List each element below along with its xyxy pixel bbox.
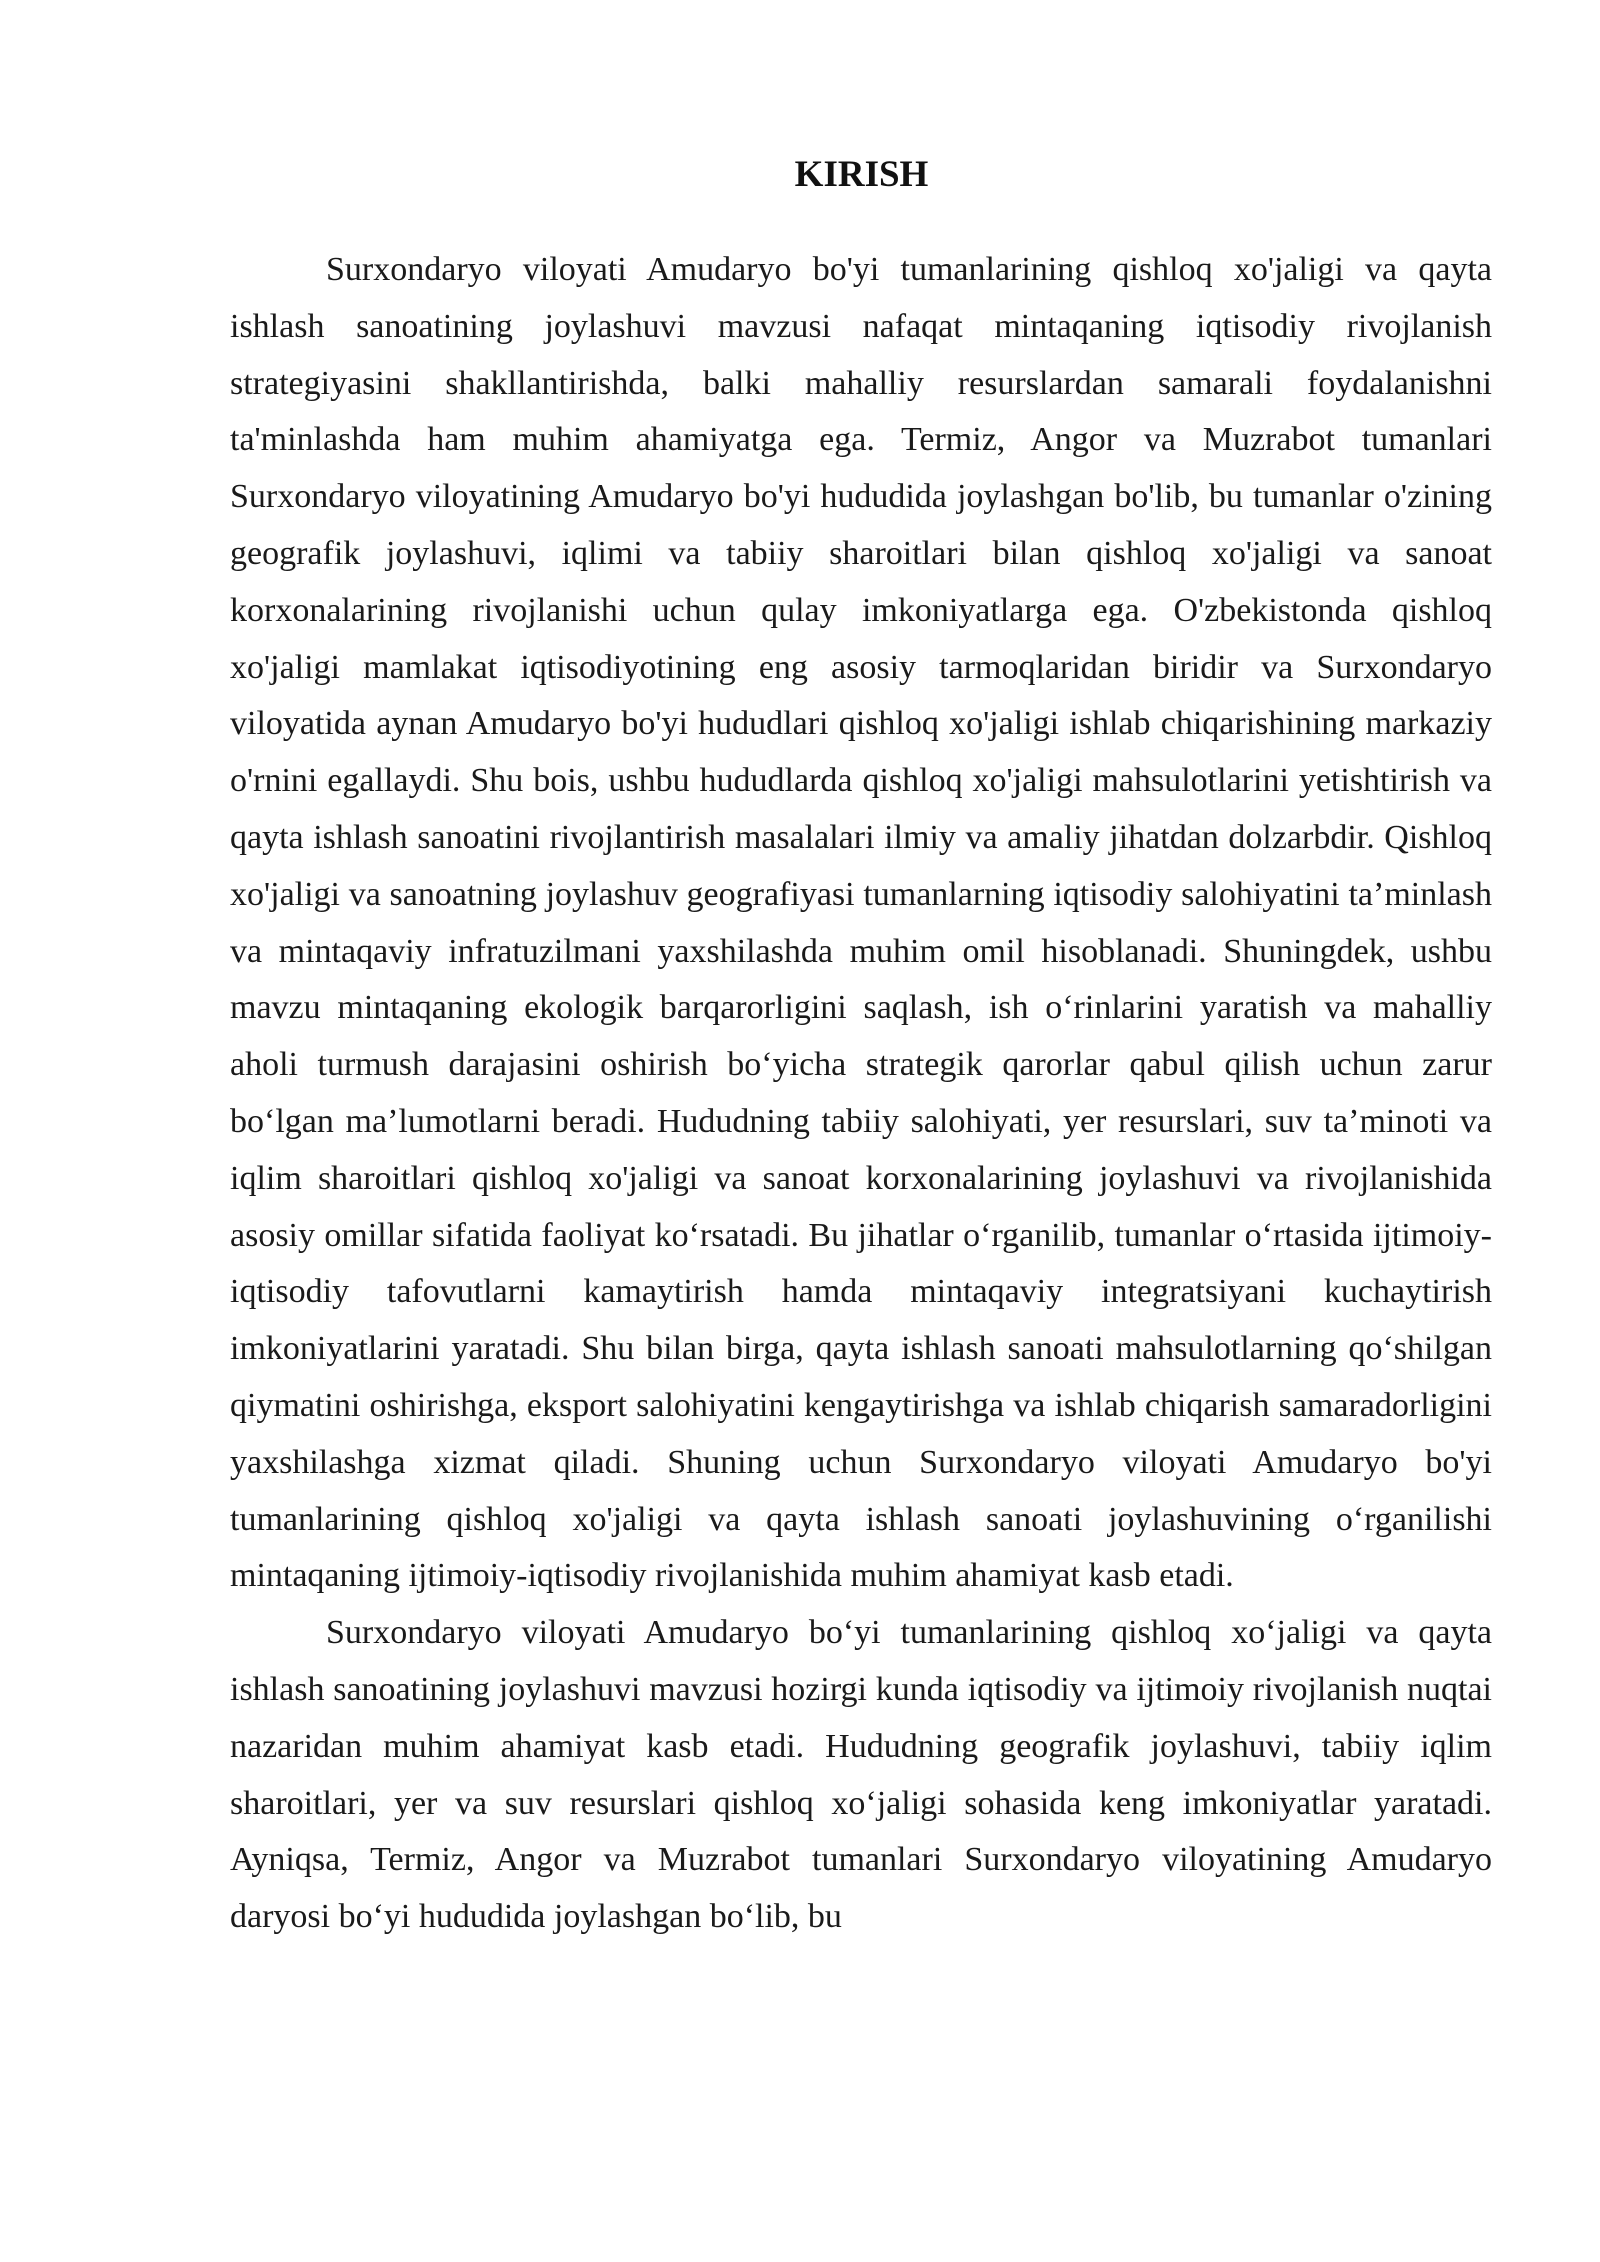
document-body: [230, 242, 1492, 1946]
paragraph-1: Surxondaryo viloyati Amudaryo bo'yi tumanlarining qishloq xo'jaligi va qayta ishlash sanoatining joylashuvi mavzusi nafaqat mintaqaning iqtisodiy rivojlanish strategiyasini shakllantirishda, balki mahalliy resurslardan samarali foydalanishni ta'minlashda ham muhim ahamiyatga ega. Termiz, Angor va Muzrabot tumanlari Surxondaryo viloyatining Amudaryo bo'yi hududida joylashgan bo'lib, bu tumanlar o'zining geografik joylashuvi, iqlimi va tabiiy sharoitlari bilan qishloq xo'jaligi va sanoat korxonalarining rivojlanishi uchun qulay imkoniyatlarga ega. O'zbekistonda qishloq xo'jaligi mamlakat iqtisodiyotining eng asosiy tarmoqlaridan biridir va Surxondaryo viloyatida aynan Amudaryo bo'yi hududlari qishloq xo'jaligi ishlab chiqarishining markaziy o'rnini egallaydi. Shu bois, ushbu hududlarda qishloq xo'jaligi mahsulotlarini yetishtirish va qayta ishlash sanoatini rivojlantirish masalalari ilmiy va amaliy jihatdan dolzarbdir. Qishloq xo'jaligi va sanoatning joylashuv geografiyasi tumanlarning iqtisodiy salohiyatini ta’minlash va mintaqaviy infratuzilmani yaxshilashda muhim omil hisoblanadi. Shuningdek, ushbu mavzu mintaqaning ekologik barqarorligini saqlash, ish o‘rinlarini yaratish va mahalliy aholi turmush darajasini oshirish bo‘yicha strategik qarorlar qabul qilish uchun zarur bo‘lgan ma’lumotlarni beradi. Hududning tabiiy salohiyati, yer resurslari, suv ta’minoti va iqlim sharoitlari qishloq xo'jaligi va sanoat korxonalarining joylashuvi va rivojlanishida asosiy omillar sifatida faoliyat ko‘rsatadi. Bu jihatlar o‘rganilib, tumanlar o‘rtasida ijtimoiy-iqtisodiy tafovutlarni kamaytirish hamda mintaqaviy integratsiyani kuchaytirish imkoniyatlarini yaratadi. Shu bilan birga, qayta ishlash sanoati mahsulotlarning qo‘shilgan qiymatini oshirishga, eksport salohiyatini kengaytirishga va ishlab chiqarish samaradorligini yaxshilashga xizmat qiladi. Shuning uchun Surxondaryo viloyati Amudaryo bo'yi tumanlarining qishloq xo'jaligi va qayta ishlash sanoati joylashuvining o‘rganilishi mintaqaning ijtimoiy-iqtisodiy rivojlanishida muhim ahamiyat kasb etadi.: [230, 251, 1492, 1595]
page-title: KIRISH: [794, 154, 929, 195]
paragraph-2: Surxondaryo viloyati Amudaryo bo‘yi tumanlarining qishloq xo‘jaligi va qayta ishlash sanoatining joylashuvi mavzusi hozirgi kunda iqtisodiy va ijtimoiy rivojlanish nuqtai nazaridan muhim ahamiyat kasb etadi. Hududning geografik joylashuvi, tabiiy iqlim sharoitlari, yer va suv resurslari qishloq xo‘jaligi sohasida keng imkoniyatlar yaratadi. Ayniqsa, Termiz, Angor va Muzrabot tumanlari Surxondaryo viloyatining Amudaryo daryosi bo‘yi hududida joylashgan bo‘lib, bu: [230, 1614, 1492, 1936]
